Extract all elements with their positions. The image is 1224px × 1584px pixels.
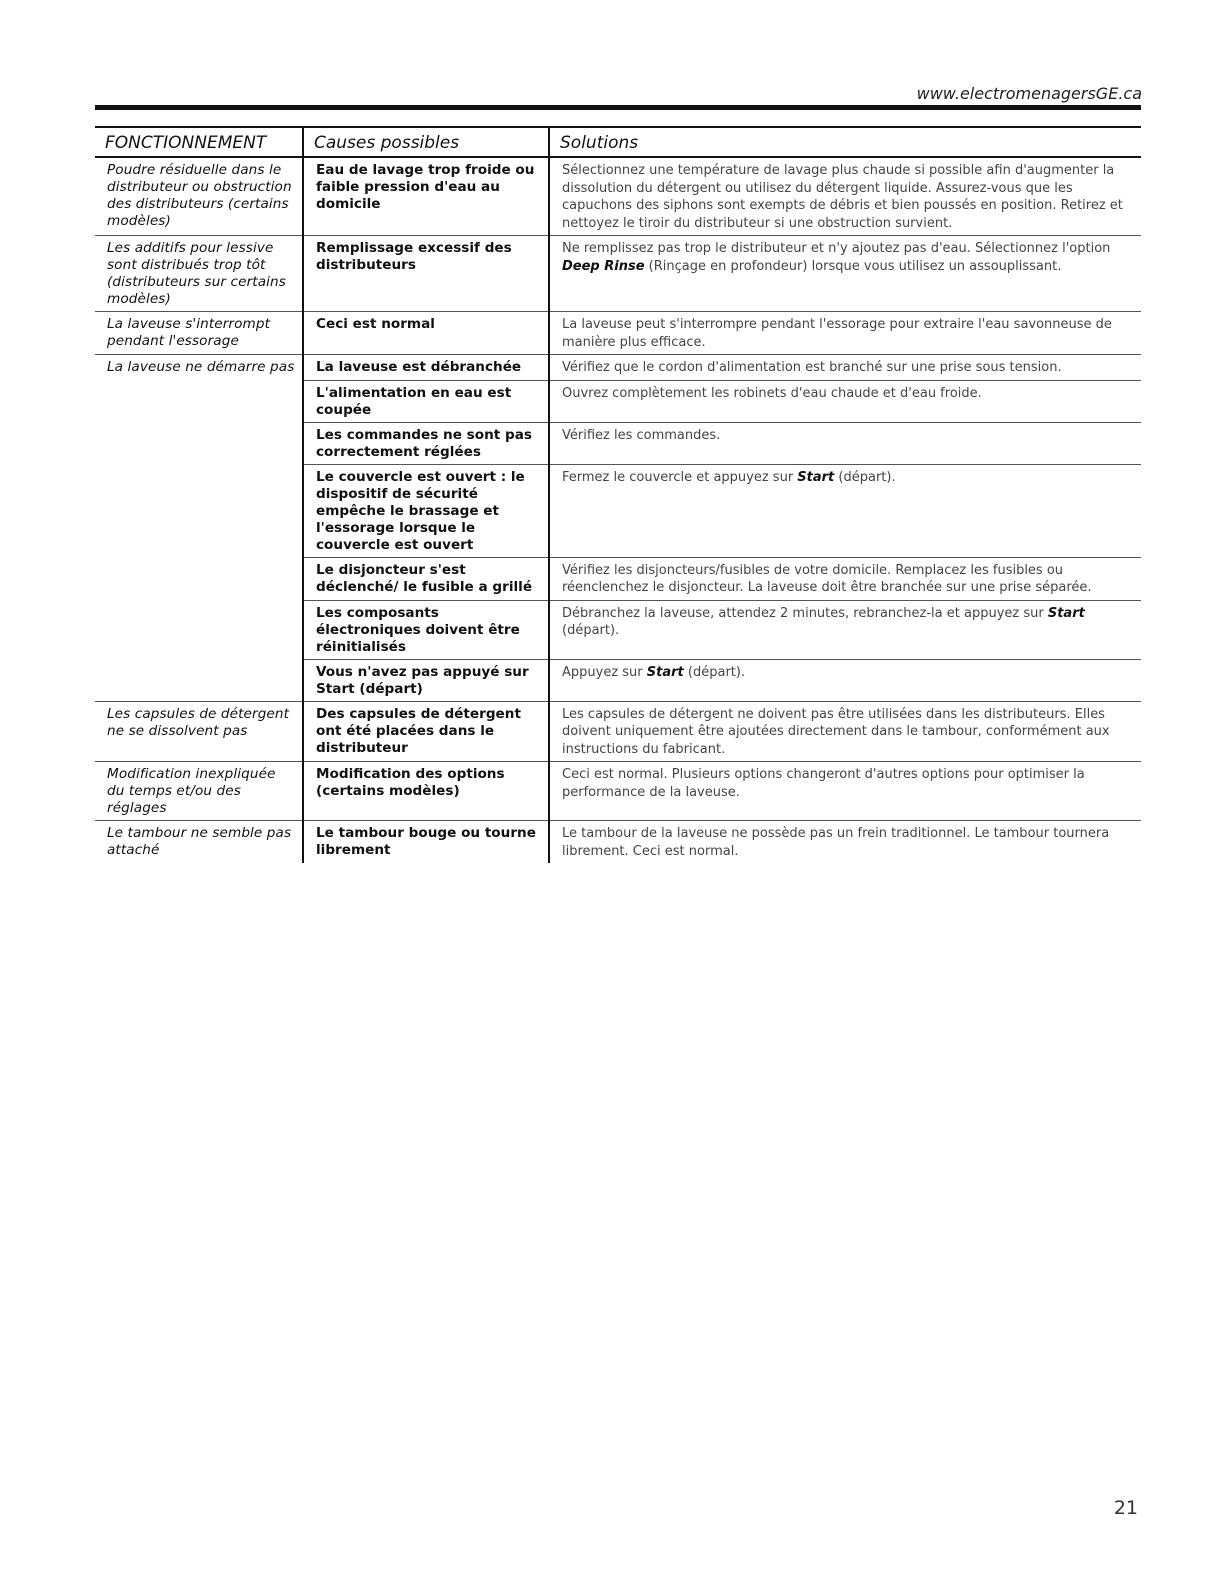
operation-cell: La laveuse s'interrompt pendant l'essorage — [95, 312, 303, 355]
solution-cell — [549, 600, 1141, 659]
table-row — [95, 762, 1141, 821]
solution-text: Ne remplissez pas trop le distributeur et n'y ajoutez pas d'eau. Sélectionnez l'option — [562, 241, 1111, 256]
solution-cell: Vérifiez que le cordon d'alimentation est branché sur une prise sous tension. — [549, 355, 1141, 381]
solution-text: Appuyez sur — [562, 664, 647, 680]
cause-cell: Les commandes ne sont pas correctement réglées — [303, 422, 549, 464]
cause-cell: Remplissage excessif des distributeurs — [303, 236, 549, 312]
solution-text: Fermez le couvercle et appuyez sur — [562, 469, 798, 485]
cause-cell: Le tambour bouge ou tourne librement — [303, 821, 549, 864]
header-solutions: Solutions — [549, 127, 1141, 157]
solution-cell: Vérifiez les commandes. — [549, 422, 1141, 464]
solution-cell — [549, 659, 1141, 701]
table-row — [95, 355, 1141, 381]
cause-cell: Le disjoncteur s'est déclenché/ le fusible a grillé — [303, 557, 549, 600]
solution-cell: Ceci est normal. Plusieurs options changeront d'autres options pour optimiser la performance de la laveuse. — [549, 762, 1141, 821]
button-name: Start — [797, 469, 835, 485]
cause-cell: Eau de lavage trop froide ou faible pression d'eau au domicile — [303, 157, 549, 236]
solution-cell: Vérifiez les disjoncteurs/fusibles de votre domicile. Remplacez les fusibles ou réenclenchez le disjoncteur. La laveuse doit être branchée sur une prise séparée. — [549, 557, 1141, 600]
cause-cell: La laveuse est débranchée — [303, 355, 549, 381]
solution-cell: Le tambour de la laveuse ne possède pas un frein traditionnel. Le tambour tournera librement. Ceci est normal. — [549, 821, 1141, 864]
table-row — [95, 157, 1141, 236]
operation-cell: Modification inexpliquée du temps et/ou des réglages — [95, 762, 303, 821]
cause-cell: L'alimentation en eau est coupée — [303, 380, 549, 422]
solution-text: (départ). — [562, 623, 620, 638]
header-causes: Causes possibles — [303, 127, 549, 157]
table-row — [95, 312, 1141, 355]
header-rule — [95, 105, 1141, 110]
cause-cell: Modification des options (certains modèles) — [303, 762, 549, 821]
page-number: 21 — [1113, 1497, 1138, 1519]
operation-cell: Le tambour ne semble pas attaché — [107, 825, 292, 858]
operation-cell: Poudre résiduelle dans le distributeur ou obstruction des distributeurs (certains modèles) — [95, 157, 303, 236]
solution-cell: Ouvrez complètement les robinets d'eau chaude et d'eau froide. — [549, 380, 1141, 422]
operation-cell: Les additifs pour lessive sont distribués trop tôt (distributeurs sur certains modèles) — [95, 236, 303, 312]
header-operation: FONCTIONNEMENT — [95, 127, 303, 157]
solution-cell: Les capsules de détergent ne doivent pas être utilisées dans les distributeurs. Elles doivent uniquement être ajoutées directement dans le tambour, conformément aux instructions du fabricant. — [549, 701, 1141, 762]
table-row — [95, 821, 1141, 864]
table-header-row — [95, 127, 1141, 157]
troubleshooting-table — [95, 126, 1141, 863]
website-url: www.electromenagersGE.ca — [916, 84, 1142, 103]
cause-cell: Les composants électroniques doivent être réinitialisés — [303, 600, 549, 659]
button-name: Start — [1047, 605, 1085, 621]
cause-cell: Vous n'avez pas appuyé sur Start (départ) — [303, 659, 549, 701]
solution-cell: La laveuse peut s'interrompre pendant l'essorage pour extraire l'eau savonneuse de manière plus efficace. — [549, 312, 1141, 355]
operation-cell: Les capsules de détergent ne se dissolvent pas — [95, 701, 303, 762]
solution-cell — [549, 236, 1141, 312]
operation-cell: La laveuse ne démarre pas — [95, 355, 303, 702]
option-name: Deep Rinse — [562, 258, 645, 274]
button-name: Start — [646, 664, 684, 680]
solution-text: Débranchez la laveuse, attendez 2 minutes, rebranchez-la et appuyez sur — [562, 605, 1048, 621]
solution-text: (Rinçage en profondeur) lorsque vous utilisez un assouplissant. — [644, 258, 1062, 274]
solution-text: (départ). — [834, 469, 896, 485]
solution-cell: Sélectionnez une température de lavage plus chaude si possible afin d'augmenter la dissolution du détergent ou utilisez du détergent liquide. Assurez-vous que les capuchons des siphons sont exempts de débris et bien poussés en position. Retirez et nettoyez le tiroir du distributeur si une obstruction survient. — [549, 157, 1141, 236]
table-row — [95, 236, 1141, 312]
solution-cell — [549, 464, 1141, 557]
solution-text: (départ). — [683, 664, 746, 680]
table-row — [95, 701, 1141, 762]
cause-cell: Ceci est normal — [303, 312, 549, 355]
cause-cell: Le couvercle est ouvert : le dispositif de sécurité empêche le brassage et l'essorage lorsque le couvercle est ouvert — [303, 464, 549, 557]
cause-cell: Des capsules de détergent ont été placées dans le distributeur — [303, 701, 549, 762]
